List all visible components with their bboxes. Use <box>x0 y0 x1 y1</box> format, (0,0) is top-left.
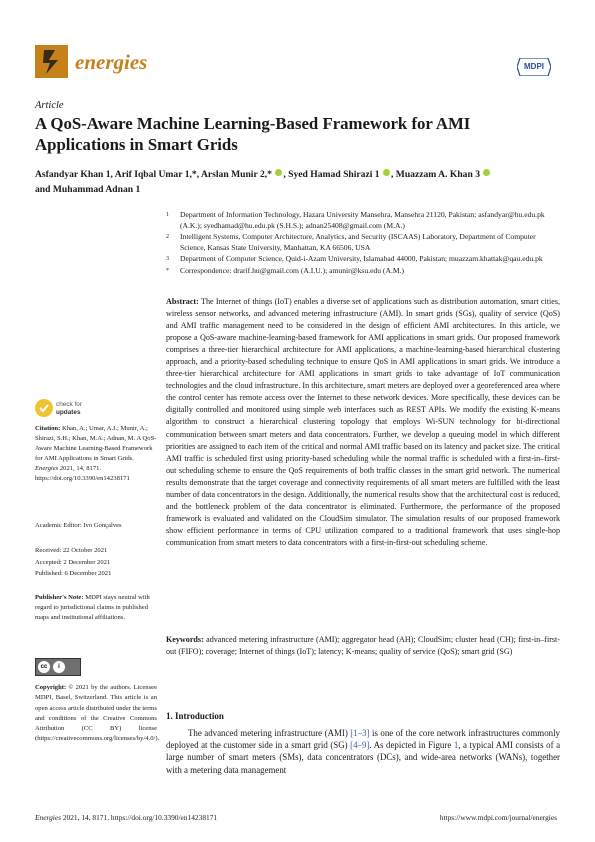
figure-link[interactable]: 1 <box>453 740 459 751</box>
authors-part-4: and Muhammad Adnan 1 <box>35 184 141 195</box>
intro-text-3: . As depicted in Figure <box>369 740 454 751</box>
affiliation-item <box>166 210 561 231</box>
orcid-icon[interactable] <box>483 169 490 176</box>
mdpi-logo-text: MDPI <box>524 62 544 71</box>
affiliation-text: Department of Computer Science, Quid-i-Azam University, Islamabad 44000, Pakistan; muazzam.khattak@qau.edu.pk <box>180 254 543 264</box>
section-heading-introduction: 1. Introduction <box>166 711 224 721</box>
footer-journal-url[interactable]: https://www.mdpi.com/journal/energies <box>439 813 557 822</box>
author-list <box>35 167 555 197</box>
journal-name: energies <box>75 50 148 74</box>
article-title: A QoS-Aware Machine Learning-Based Framework for AMI Applications in Smart Grids <box>35 114 471 154</box>
affiliation-number: 1 <box>166 212 169 218</box>
cc-by-license-badge[interactable] <box>35 658 81 676</box>
citation-details[interactable]: 2021, 14, 8171. https://doi.org/10.3390/en14238171 <box>35 464 130 482</box>
authors-part-2: , Syed Hamad Shirazi 1 <box>283 169 380 180</box>
affiliation-text: Correspondence: drarif.hu@gmail.com (A.I.U.); amunir@ksu.edu (A.M.) <box>180 265 405 275</box>
orcid-icon[interactable] <box>383 169 390 176</box>
article-type: Article <box>35 100 64 111</box>
journal-logo-icon <box>35 45 68 78</box>
affiliation-item <box>166 254 561 265</box>
check-for-updates-line1: check for <box>56 401 82 408</box>
orcid-icon[interactable] <box>275 169 282 176</box>
intro-text-4: , a typical AMI consists of a large number of smart meters (SMs), data concentrators (DCs), and wide-area networks (WANs), together with a metering data management <box>166 740 561 775</box>
citation-block <box>35 424 157 484</box>
affiliation-text: Intelligent Systems, Computer Architecture, Analytics, and Security (ISCAAS) Laboratory, Department of Computer Science, Kansas State University, Manhattan, KA 66506, USA <box>180 232 536 252</box>
citation-label: Citation: <box>35 425 61 432</box>
intro-text-1: The advanced metering infrastructure (AMI) <box>188 728 351 738</box>
copyright-block <box>35 683 160 745</box>
footer-citation <box>35 813 217 822</box>
keywords-text: advanced metering infrastructure (AMI); aggregator head (AH); CloudSim; cluster head (CH); first-in–first-out (FIFO); coverage; Internet of things (IoT); latency; K-means; quality of service (QoS); smart grid (SG) <box>166 635 560 657</box>
publisher-note-text: MDPI stays neutral with regard to jurisdictional claims in published maps and institutional affiliations. <box>35 594 150 621</box>
by-person-icon: i <box>53 661 65 673</box>
reference-link[interactable]: [4–9] <box>350 740 370 751</box>
abstract <box>166 296 560 549</box>
check-for-updates-link[interactable] <box>56 401 82 416</box>
received-date: Received: 22 October 2021 <box>35 547 108 554</box>
keywords <box>166 634 560 658</box>
abstract-text: The Internet of things (IoT) enables a diverse set of applications such as distribution automation, smart cities, wireless sensor networks, and advanced metering infrastructure (AMI). In smart grids (SGs), quality of service (QoS) and AMI traffic management need to be considered in the design of efficient AMI architectures. In this article, we propose a QoS-aware machine-learning-based framework for AMI applications in smart grids. Our proposed framework comprises a three-tier hierarchical architecture for AMI applications, a machine-learning-based hierarchical clustering approach, and a priority-based scheduling technique to ensure QoS in AMI applications in smart grids. We introduce a three-tier hierarchical architecture for AMI applications in smart grids to take advantage of IoT communication technologies and the cloud infrastructure. In this architecture, smart meters are deployed over a georeferenced area where the control center has remote access over the Internet to these network devices. More specifically, these devices can be digitally controlled and monitored using simple web interfaces such as REST APIs. We modify the existing K-means algorithm to construct a hierarchical clustering topology that employs Wi-SUN technology for bi-directional communication between smart meters and data concentrators. Further, we develop a queuing model in which different priorities are assigned to each item of the critical and normal AMI traffic based on its latency and packet size. The critical AMI traffic is scheduled first using priority-based scheduling while the normal traffic is scheduled with a first-in–first-out scheduling scheme to ensure the QoS requirements of both traffic classes in the smart grid network. The numerical results demonstrate that the target coverage and connectivity requirements of all smart meters are fulfilled with the least number of data concentrators in the design. Additionally, the numerical results show that the architectural cost is reduced, and the bottleneck problem of the data concentrator is eliminated. Furthermore, the performance of the proposed framework is evaluated and validated on the CloudSim simulator. The simulation results of our proposed framework show efficient performance in terms of CPU utilization compared to a traditional framework that uses single-hop communication from smart meters to data concentrators with a first-in-first-out scheduling scheme. <box>166 297 560 547</box>
citation-text: Khan, A.; Umar, A.I.; Munir, A.; Shirazi, S.H.; Khan, M.A.; Adnan, M. A QoS-Aware Machine Learning-Based Framework for AMI Applications in Smart Grids. <box>35 425 157 462</box>
copyright-text: © 2021 by the authors. Licensee MDPI, Basel, Switzerland. This article is an open access article distributed under the terms and conditions of the Creative Commons Attribution (CC BY) license (https://creativecommons.org/licenses/by/4.0/). <box>35 684 160 743</box>
affiliation-text: Department of Information Technology, Hazara University Mansehra, Mansehra 21120, Pakistan; asfandyar@hu.edu.pk (A.K.); syedhamad@hu.edu.pk (S.H.S.); adnan25408@gmail.com (M.A.) <box>180 210 545 230</box>
keywords-label: Keywords: <box>166 635 204 644</box>
mdpi-logo[interactable] <box>517 58 551 76</box>
affiliation-item <box>166 266 561 277</box>
affiliation-number: * <box>166 267 169 274</box>
check-for-updates-icon[interactable] <box>35 399 53 417</box>
academic-editor: Academic Editor: Ivo Gonçalves <box>35 522 122 529</box>
intro-text-2: is one of the core network infrastructures commonly deployed at the customer side in a smart grid (SG) <box>166 728 560 751</box>
authors-part-3: , Muazzam A. Khan 3 <box>390 169 480 180</box>
accepted-date: Accepted: 2 December 2021 <box>35 558 111 566</box>
citation-journal: Energies <box>35 464 59 472</box>
cc-icon: cc <box>38 661 50 673</box>
affiliations <box>166 210 561 278</box>
footer-journal: Energies <box>35 813 61 822</box>
check-for-updates-line2: updates <box>56 408 81 416</box>
footer-doi[interactable]: 2021, 14, 8171. https://doi.org/10.3390/en14238171 <box>61 813 218 822</box>
copyright-label: Copyright: <box>35 684 67 691</box>
publication-dates <box>35 545 157 580</box>
affiliation-item <box>166 232 561 253</box>
reference-link[interactable]: [1–3] <box>350 728 370 738</box>
publisher-note-label: Publisher's Note: <box>35 594 84 601</box>
affiliation-number: 2 <box>166 234 169 241</box>
publisher-note <box>35 593 157 623</box>
published-date: Published: 6 December 2021 <box>35 570 112 578</box>
affiliation-number: 3 <box>166 256 169 263</box>
introduction-paragraph <box>166 727 560 776</box>
authors-part-1: Asfandyar Khan 1, Arif Iqbal Umar 1,*, Arslan Munir 2,* <box>35 169 272 180</box>
abstract-label: Abstract: <box>166 297 199 306</box>
